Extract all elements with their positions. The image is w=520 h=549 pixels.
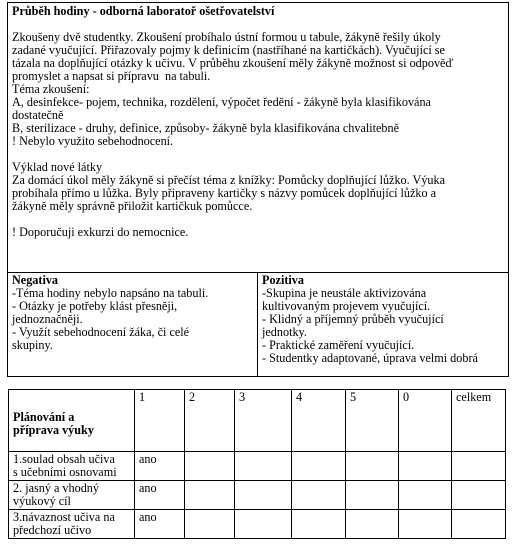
score-cell [346, 510, 399, 539]
criterion-label-line: předchozí učivo [13, 523, 92, 537]
score-cell [399, 452, 452, 481]
positives-line: - Klidný a příjemný průběh vyučující [262, 312, 444, 326]
score-cell [185, 452, 235, 481]
column-header: 0 [399, 390, 452, 452]
topic-a-line: dostatečně [12, 108, 64, 122]
evaluation-title-cell [9, 390, 135, 452]
positives-line: jednotky. [262, 325, 307, 339]
score-cell [292, 510, 346, 539]
new-topic-line: žákyně měly správně přiložit kartičkuk pomůcce. [12, 199, 253, 213]
negatives-line: skupiny. [12, 338, 53, 352]
positives-line: - Praktické zaměření vyučující. [262, 338, 415, 352]
criterion-label-line: s učebními osnovami [13, 465, 117, 479]
score-cell [292, 481, 346, 510]
criterion-label [9, 510, 135, 539]
column-header: celkem [452, 390, 506, 452]
score-cell [346, 481, 399, 510]
positives-cell [258, 273, 509, 377]
exam-intro-line: tázala na doplňující otázky k učivu. V průběhu zkoušení měly žákyně možnost si odpověď [12, 56, 454, 70]
negatives-title: Negativa [12, 273, 59, 287]
evaluation-title-line: příprava výuky [13, 423, 94, 437]
criterion-label-line: 2. jasný a vhodný [13, 481, 99, 495]
criterion-label-line: 1.soulad obsah učiva [13, 452, 115, 466]
evaluation-header-row [9, 390, 506, 452]
lesson-report-cell [8, 3, 509, 273]
table-row [9, 452, 506, 481]
criterion-label [9, 481, 135, 510]
score-cell [235, 510, 292, 539]
evaluation-title [13, 411, 130, 437]
score-cell [399, 481, 452, 510]
column-header: 3 [235, 390, 292, 452]
evaluation-title-line: Plánování a [13, 410, 75, 424]
negatives-line: jednoznačněji. [12, 312, 83, 326]
score-cell [452, 481, 506, 510]
table-row [9, 510, 506, 539]
topic-b-line: B, sterilizace - druhy, definice, způsoby- žákyně byla klasifikována chvalitebně [12, 121, 400, 135]
score-cell [292, 452, 346, 481]
negatives-cell [8, 273, 258, 377]
exam-intro-line: promyslet a napsat si přípravu na tabuli. [12, 69, 211, 83]
score-cell [399, 510, 452, 539]
score-cell [452, 452, 506, 481]
score-cell [185, 481, 235, 510]
exam-intro-line: Zkoušeny dvě studentky. Zkoušení probíhalo ústní formou u tabule, žákyně řešily úkoly [12, 30, 441, 44]
negatives-line: -Téma hodiny nebylo napsáno na tabuli. [12, 286, 209, 300]
column-header: 1 [135, 390, 185, 452]
positives-line: - Studentky adaptované, úprava velmi dobrá [262, 351, 478, 365]
self-evaluation-note: ! Nebylo využito sebehodnocení. [12, 134, 174, 148]
recommendation-note: ! Doporučuji exkurzi do nemocnice. [12, 225, 189, 239]
positives-title: Pozitiva [262, 273, 304, 287]
negatives-line: - Otázky je potřeby klást přesněji, [12, 299, 178, 313]
lesson-report-table [7, 2, 509, 377]
new-topic-line: Za domácí úkol měly žákyně si přečíst téma z knížky: Pomůcky doplňující lůžko. Výuka [12, 173, 446, 187]
criterion-label-line: výukový cíl [13, 494, 71, 508]
new-topic-label: Výklad nové látky [12, 160, 103, 174]
evaluation-table [8, 389, 506, 539]
column-header: 2 [185, 390, 235, 452]
score-cell [346, 452, 399, 481]
score-cell [452, 510, 506, 539]
criterion-label [9, 452, 135, 481]
positives-line: -Skupina je neustále aktivizována [262, 286, 427, 300]
score-cell [185, 510, 235, 539]
exam-intro-line: zadané vyučující. Přiřazovaly pojmy k definicím (nastříhané na kartičkách). Vyučující se [12, 43, 445, 57]
column-header: 5 [346, 390, 399, 452]
negatives-line: - Využít sebehodnocení žáka, či celé [12, 325, 190, 339]
criterion-value: ano [135, 510, 185, 539]
exam-topic-label: Téma zkoušení: [12, 82, 90, 96]
table-row [9, 481, 506, 510]
topic-a-line: A, desinfekce- pojem, technika, rozdělení, výpočet ředění - žákyně byla klasifikována [12, 95, 431, 109]
report-title: Průběh hodiny - odborná laboratoř ošetřovatelství [12, 4, 275, 18]
criterion-value: ano [135, 481, 185, 510]
score-cell [235, 481, 292, 510]
new-topic-line: probíhala přímo u lůžka. Byly připraveny kartičky s názvy pomůcek doplňující lůžko a [12, 186, 437, 200]
positives-line: kultivovaným projevem vyučující. [262, 299, 431, 313]
criterion-label-line: 3.návaznost učiva na [13, 510, 115, 524]
criterion-value: ano [135, 452, 185, 481]
score-cell [235, 452, 292, 481]
column-header: 4 [292, 390, 346, 452]
